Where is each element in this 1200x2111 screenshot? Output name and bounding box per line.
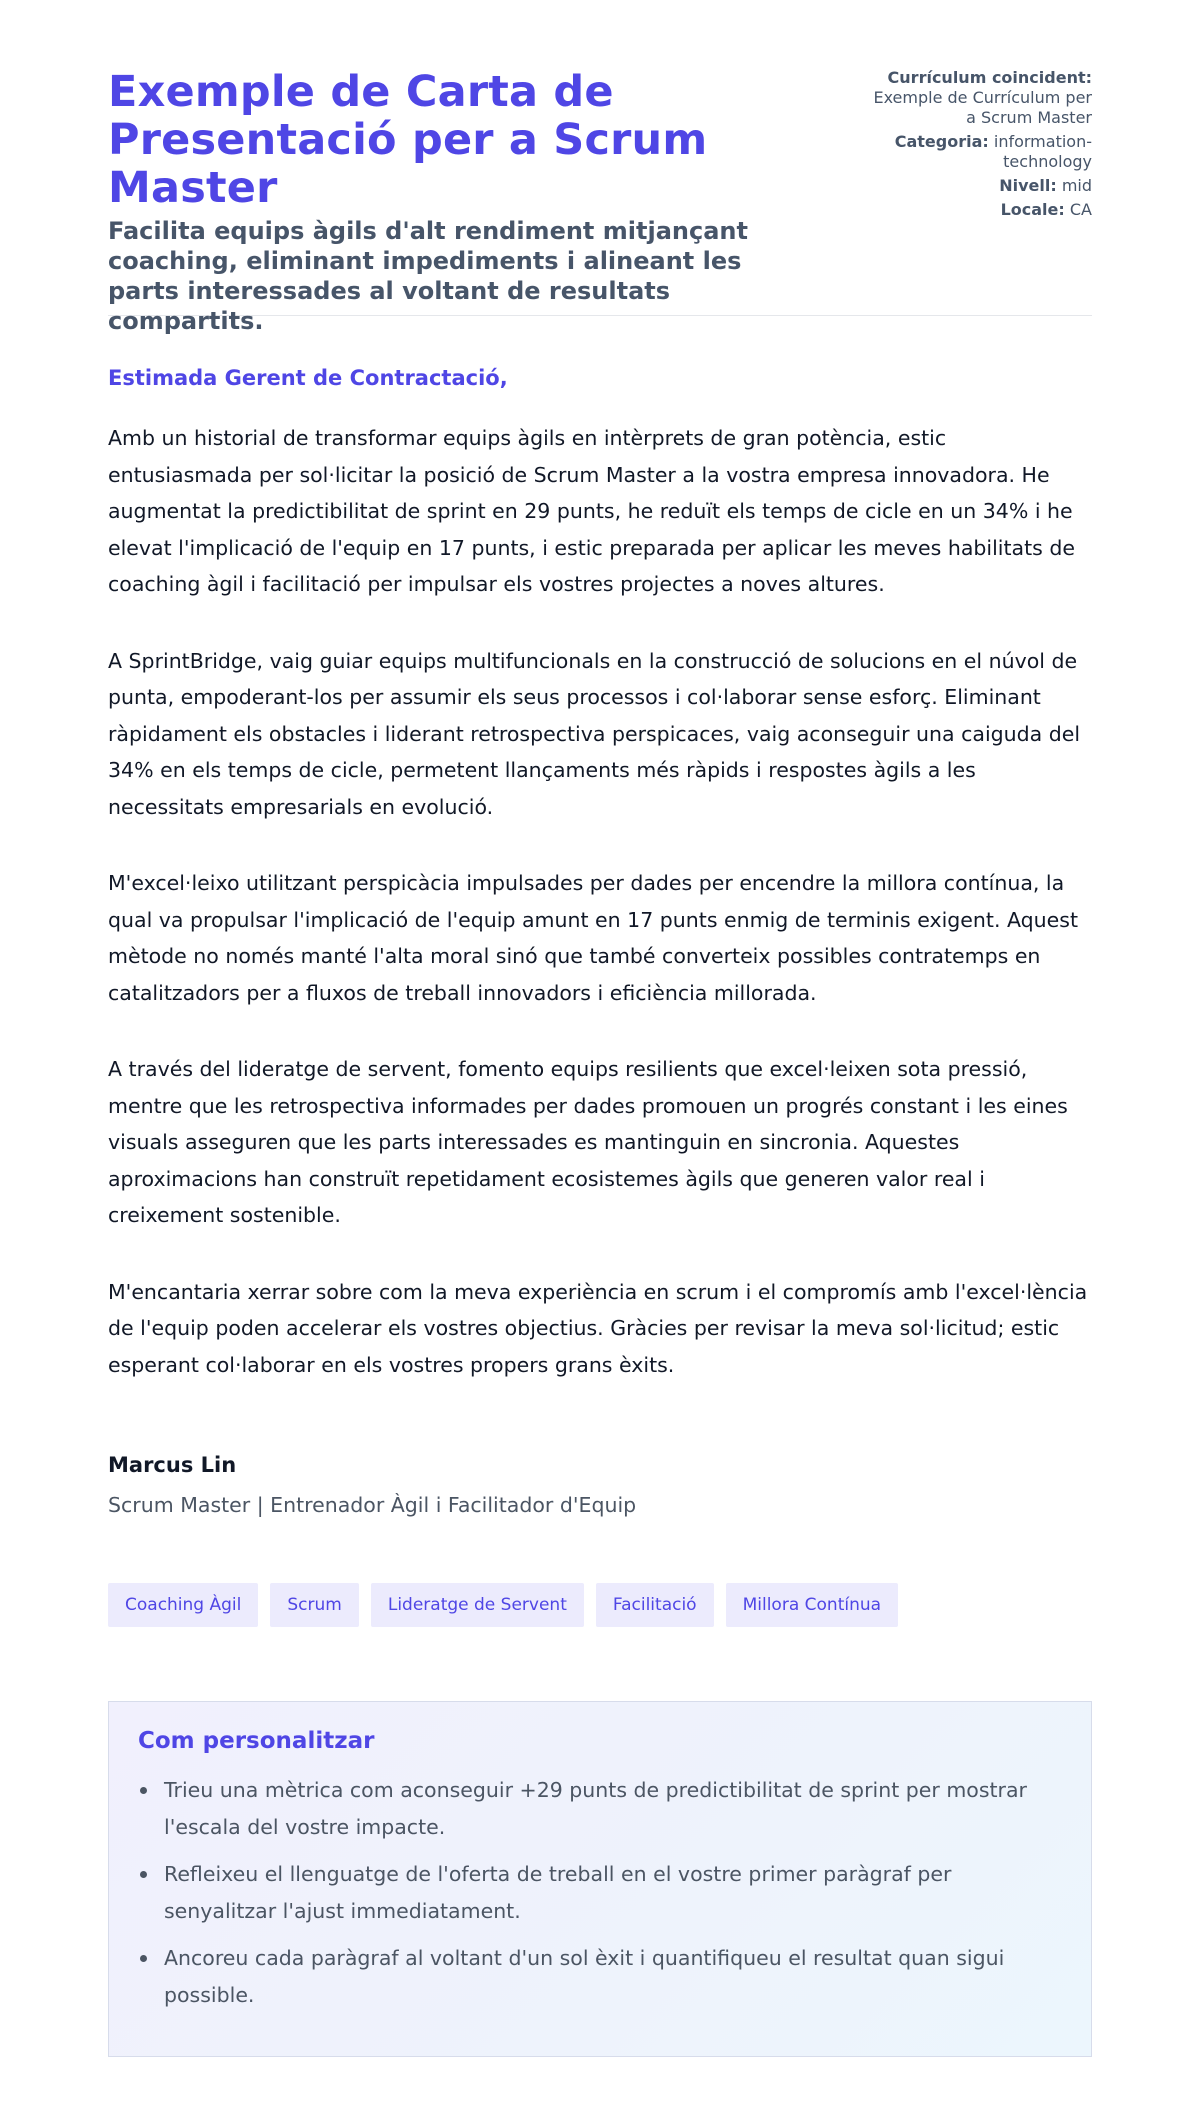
meta-level (862, 176, 1092, 196)
bullet-icon (140, 1787, 147, 1794)
meta-level-key: Nivell: (999, 176, 1057, 195)
meta-locale-value: CA (1069, 200, 1092, 219)
meta-resume-key: Currículum coincident: (887, 68, 1092, 87)
bullet-icon (140, 1955, 147, 1962)
list-item (138, 1856, 1062, 1930)
salutation: Estimada Gerent de Contractació, (108, 366, 508, 390)
page-subtitle: Facilita equips àgils d'alt rendiment mitjançant coaching, eliminant impediments i alineant les parts interessades al voltant de resultats compartits. (108, 217, 748, 335)
signature-role: Scrum Master | Entrenador Àgil i Facilitador d'Equip (108, 1493, 637, 1517)
letter-paragraph: M'excel·leixo utilitzant perspicàcia impulsades per dades per encendre la millora contínua, la qual va propulsar l'implicació de l'equip amunt en 17 punts enmig de terminis exigent. Aquest mètode no només manté l'alta moral sinó que també converteix possibles contratemps en catalitzadors per a fluxos de treball innovadors i eficiència millorada. (108, 871, 1078, 1005)
tip-text: Trieu una mètrica com aconseguir +29 punts de predictibilitat de sprint per mostrar l'escala del vostre impacte. (164, 1778, 1027, 1839)
signature (108, 1451, 1092, 1519)
skill-tag: Scrum (270, 1583, 358, 1627)
letter-paragraphs (108, 420, 1092, 1383)
meta-resume (862, 68, 1092, 128)
tip-text: Refleixeu el llenguatge de l'oferta de treball en el vostre primer paràgraf per senyalitzar l'ajust immediatament. (164, 1862, 952, 1923)
letter-paragraph: A través del lideratge de servent, fomento equips resilients que excel·leixen sota pressió, mentre que les retrospectiva informades per dades promouen un progrés constant i les eines visuals asseguren que les parts interessades es mantinguin en sincronia. Aquestes aproximacions han construït repetidament ecosistemes àgils que generen valor real i creixement sostenible. (108, 1057, 1068, 1227)
list-item (138, 1940, 1062, 2014)
tips-list (138, 1772, 1062, 2014)
signature-name: Marcus Lin (108, 1453, 237, 1477)
meta-resume-value: Exemple de Currículum per a Scrum Master (873, 88, 1092, 127)
letter-body (108, 364, 1092, 1383)
letter-paragraph: Amb un historial de transformar equips àgils en intèrprets de gran potència, estic entusiasmada per sol·licitar la posició de Scrum Master a la vostra empresa innovadora. He augmentat la predictibilitat de sprint en 29 punts, he reduït els temps de cicle en un 34% i he elevat l'implicació de l'equip en 17 punts, i estic preparada per aplicar les meves habilitats de coaching àgil i facilitació per impulsar els vostres projectes a noves altures. (108, 426, 1075, 596)
meta-category-value: information-technology (993, 132, 1092, 171)
meta-level-value: mid (1061, 176, 1092, 195)
metadata-panel (862, 68, 1092, 224)
letter-paragraph: M'encantaria xerrar sobre com la meva experiència en scrum i el compromís amb l'excel·lència de l'equip poden accelerar els vostres objectius. Gràcies per revisar la meva sol·licitud; estic esperant col·laborar en els vostres propers grans èxits. (108, 1279, 1088, 1377)
title-block (108, 68, 868, 336)
skill-tags (108, 1583, 1092, 1627)
skill-tag: Coaching Àgil (108, 1583, 258, 1627)
skill-tag: Millora Contínua (726, 1583, 898, 1627)
meta-category-key: Categoria: (894, 132, 989, 151)
tip-text: Ancoreu cada paràgraf al voltant d'un sol èxit i quantifiqueu el resultat quan sigui possible. (164, 1946, 1005, 2007)
page-title: Exemple de Carta de Presentació per a Scrum Master (108, 67, 708, 213)
letter-paragraph: A SprintBridge, vaig guiar equips multifuncionals en la construcció de solucions en el núvol de punta, empoderant-los per assumir els seus processos i col·laborar sense esforç. Eliminant ràpidament els obstacles i liderant retrospectiva perspicaces, vaig aconseguir una caiguda del 34% en els temps de cicle, permetent llançaments més ràpids i respostes àgils a les necessitats empresarials en evolució. (108, 648, 1081, 819)
meta-category (862, 132, 1092, 172)
list-item (138, 1772, 1062, 1846)
bullet-icon (140, 1871, 147, 1878)
tips-title: Com personalitzar (138, 1728, 375, 1754)
meta-locale (862, 200, 1092, 220)
page-header (108, 0, 1092, 335)
skill-tag: Lideratge de Servent (371, 1583, 584, 1627)
customization-tips (108, 1701, 1092, 2057)
skill-tag: Facilitació (596, 1583, 714, 1627)
meta-locale-key: Locale: (1000, 200, 1065, 219)
